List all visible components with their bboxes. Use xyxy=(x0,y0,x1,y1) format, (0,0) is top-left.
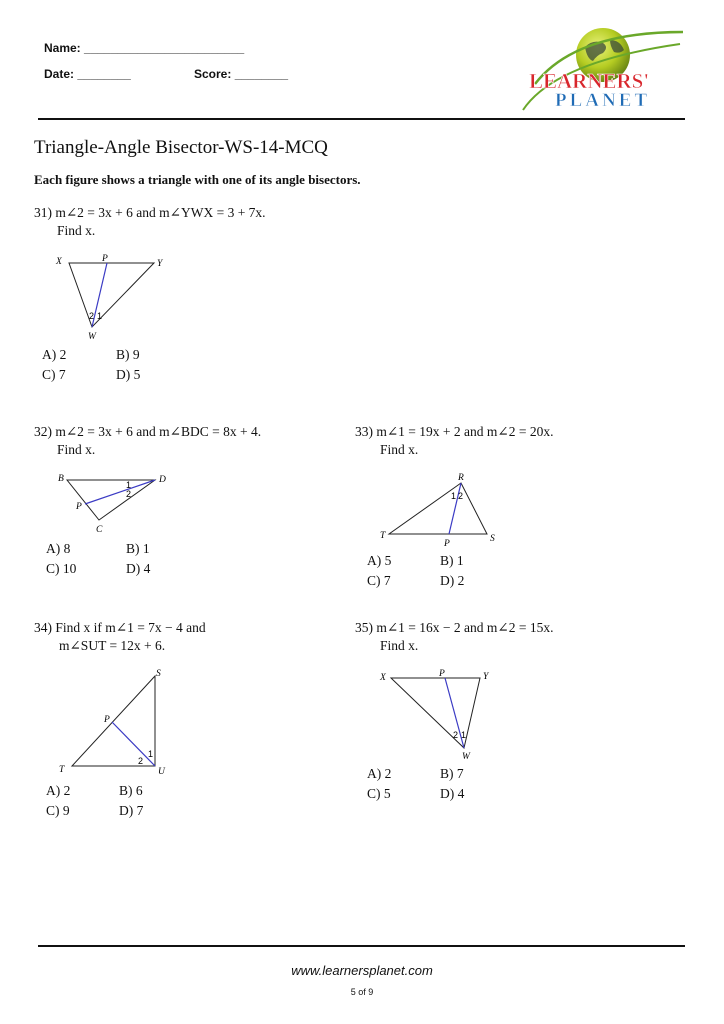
label-R: R xyxy=(458,473,464,483)
choice-c[interactable]: C) 7 xyxy=(42,367,66,382)
question-31 xyxy=(34,204,266,240)
figure-31 xyxy=(50,250,180,345)
choice-c[interactable]: C) 7 xyxy=(367,573,391,588)
angle-2: 2 xyxy=(458,491,464,501)
figure-34 xyxy=(52,662,182,780)
angle-1: 1 xyxy=(126,480,132,490)
question-text: m∠1 = 16x − 2 and m∠2 = 15x. xyxy=(376,620,554,635)
angle-2: 2 xyxy=(89,311,95,321)
choices-31 xyxy=(42,345,140,385)
choice-b[interactable]: B) 1 xyxy=(440,553,464,568)
label-W: W xyxy=(88,332,96,342)
label-Y: Y xyxy=(483,672,489,682)
question-35 xyxy=(355,619,553,655)
question-number: 34) xyxy=(34,620,52,635)
question-number: 32) xyxy=(34,424,52,439)
label-P: P xyxy=(102,254,108,264)
question-number: 31) xyxy=(34,205,52,220)
label-P: P xyxy=(76,502,82,512)
choice-c[interactable]: C) 10 xyxy=(46,561,77,576)
choice-c[interactable]: C) 9 xyxy=(46,803,70,818)
choices-35 xyxy=(367,764,464,804)
choice-b[interactable]: B) 7 xyxy=(440,766,464,781)
label-D: D xyxy=(159,475,166,485)
footer-divider xyxy=(38,945,685,947)
angle-1: 1 xyxy=(461,730,467,740)
label-Y: Y xyxy=(157,259,163,269)
question-number: 33) xyxy=(355,424,373,439)
date-field xyxy=(44,67,131,81)
label-P: P xyxy=(439,669,445,679)
choice-a[interactable]: A) 2 xyxy=(367,766,392,781)
choices-34 xyxy=(46,781,143,821)
footer-url[interactable]: www.learnersplanet.com xyxy=(291,963,433,978)
date-blank: ________ xyxy=(77,67,131,81)
instructions: Each figure shows a triangle with one of its angle bisectors. xyxy=(34,172,361,187)
angle-1: 1 xyxy=(148,749,154,759)
choice-b[interactable]: B) 6 xyxy=(119,783,143,798)
page-number: 5 of 9 xyxy=(350,987,374,997)
choice-a[interactable]: A) 2 xyxy=(46,783,71,798)
label-P: P xyxy=(444,539,450,549)
question-text: m∠2 = 3x + 6 and m∠BDC = 8x + 4. xyxy=(55,424,262,439)
label-X: X xyxy=(380,673,386,683)
choices-33 xyxy=(367,551,464,591)
question-text: m∠1 = 19x + 2 and m∠2 = 20x. xyxy=(376,424,554,439)
choice-d[interactable]: D) 4 xyxy=(126,561,151,576)
choice-a[interactable]: A) 2 xyxy=(42,347,67,362)
label-U: U xyxy=(158,767,165,777)
angle-2: 2 xyxy=(453,730,459,740)
choice-d[interactable]: D) 7 xyxy=(119,803,144,818)
date-label: Date: xyxy=(44,67,75,81)
label-C: C xyxy=(96,525,103,535)
question-32 xyxy=(34,423,261,459)
angle-1: 1 xyxy=(97,311,103,321)
logo-line2: PLANET xyxy=(555,90,651,111)
choices-32 xyxy=(46,539,150,579)
label-W: W xyxy=(462,752,470,762)
question-text: Find x if m∠1 = 7x − 4 and xyxy=(55,620,206,635)
name-blank: ________________________ xyxy=(84,41,245,55)
label-S: S xyxy=(490,534,495,544)
angle-2: 2 xyxy=(138,756,144,766)
choice-d[interactable]: D) 5 xyxy=(116,367,141,382)
choice-b[interactable]: B) 1 xyxy=(126,541,150,556)
choice-b[interactable]: B) 9 xyxy=(116,347,140,362)
choice-c[interactable]: C) 5 xyxy=(367,786,391,801)
name-label: Name: xyxy=(44,41,81,55)
label-S: S xyxy=(156,669,161,679)
question-text: m∠2 = 3x + 6 and m∠YWX = 3 + 7x. xyxy=(55,205,266,220)
score-field xyxy=(194,67,288,81)
figure-35 xyxy=(372,664,502,764)
logo-line1: LEARNERS' xyxy=(529,69,650,93)
label-X: X xyxy=(56,257,62,267)
choice-d[interactable]: D) 4 xyxy=(440,786,465,801)
label-P: P xyxy=(104,715,110,725)
score-blank: ________ xyxy=(234,67,289,81)
question-34 xyxy=(34,619,206,655)
question-prompt: Find x. xyxy=(57,223,96,238)
name-field xyxy=(44,41,244,55)
label-T: T xyxy=(380,531,386,541)
question-number: 35) xyxy=(355,620,373,635)
angle-2: 2 xyxy=(126,489,132,499)
choice-a[interactable]: A) 8 xyxy=(46,541,71,556)
label-T: T xyxy=(59,765,65,775)
learners-planet-logo xyxy=(515,22,690,117)
angle-1: 1 xyxy=(451,491,457,501)
page-title: Triangle-Angle Bisector-WS-14-MCQ xyxy=(34,137,328,158)
question-prompt: Find x. xyxy=(57,442,96,457)
figure-33 xyxy=(360,468,510,550)
question-prompt: m∠SUT = 12x + 6. xyxy=(59,638,166,653)
choice-d[interactable]: D) 2 xyxy=(440,573,465,588)
score-label: Score: xyxy=(194,67,232,81)
question-33 xyxy=(355,423,553,459)
header-divider xyxy=(38,118,685,120)
question-prompt: Find x. xyxy=(380,442,419,457)
label-B: B xyxy=(58,474,64,484)
figure-32 xyxy=(52,468,182,540)
choice-a[interactable]: A) 5 xyxy=(367,553,392,568)
question-prompt: Find x. xyxy=(380,638,419,653)
